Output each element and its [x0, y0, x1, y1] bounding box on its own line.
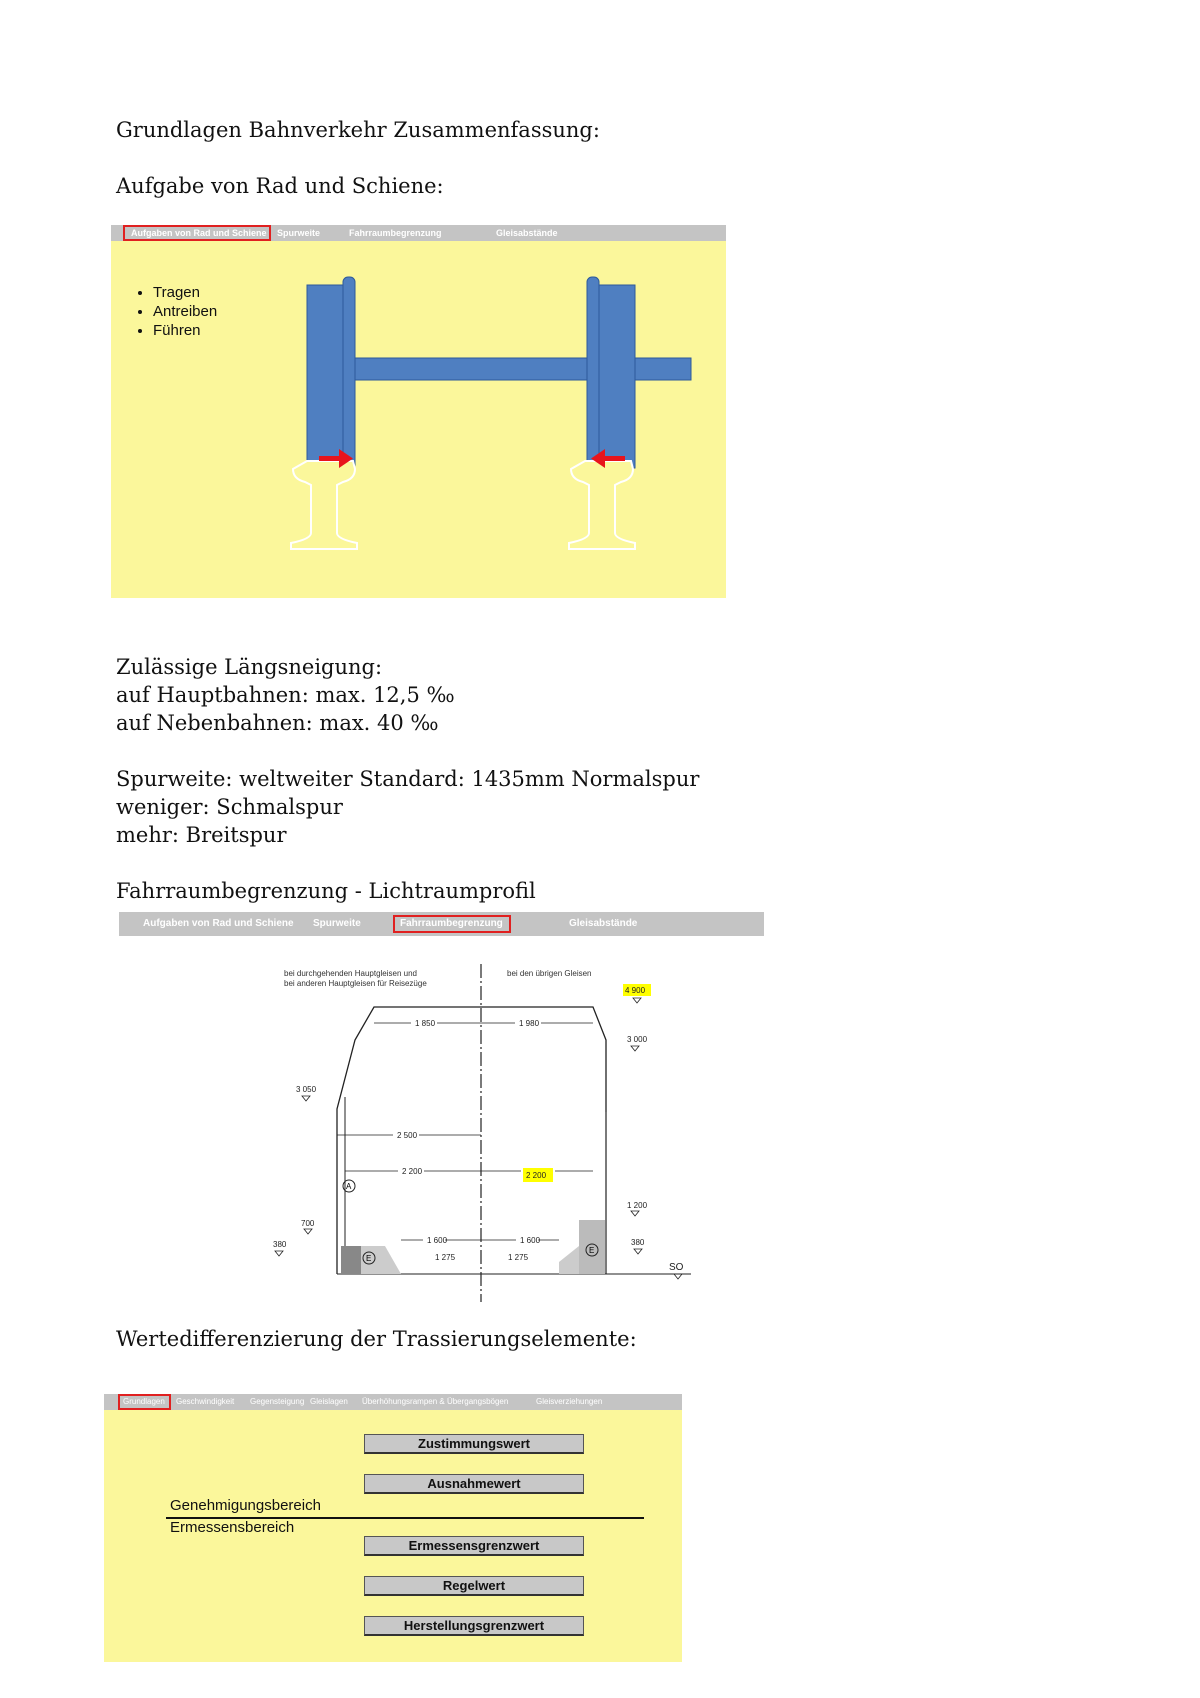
left-rail: [291, 461, 357, 549]
dim-1850: 1 850: [415, 1019, 436, 1028]
box-regelwert: Regelwert: [364, 1576, 584, 1596]
tab-fahrraumbegrenzung[interactable]: Fahrraumbegrenzung: [349, 228, 442, 238]
dim-1200: 1 200: [627, 1201, 648, 1210]
section-heading-rad-schiene: Aufgabe von Rad und Schiene:: [116, 174, 444, 198]
spurweite-standard: Spurweite: weltweiter Standard: 1435mm Normalspur: [116, 767, 700, 791]
dim-3050: 3 050: [296, 1085, 317, 1094]
tab-ueberhoehungsrampen[interactable]: Überhöhungsrampen & Übergangsbögen: [362, 1397, 509, 1406]
axle: [351, 358, 691, 380]
dim-1980: 1 980: [519, 1019, 540, 1028]
dim-2500: 2 500: [397, 1131, 418, 1140]
box-ermessensgrenzwert: Ermessensgrenzwert: [364, 1536, 584, 1556]
left-platform-block: [341, 1246, 361, 1274]
dim-3000: 3 000: [627, 1035, 648, 1044]
bullet-fuehren: • Führen: [153, 321, 217, 340]
box-herstellungsgrenzwert: Herstellungsgrenzwert: [364, 1616, 584, 1636]
dim-4900: 4 900: [625, 986, 646, 995]
tab-spurweite[interactable]: Spurweite: [313, 918, 361, 929]
svg-text:E: E: [589, 1246, 595, 1255]
slide-rad-und-schiene: [111, 225, 726, 598]
svg-text:E: E: [366, 1254, 372, 1263]
dim-1600-left: 1 600: [427, 1236, 448, 1245]
tab-aufgaben-rad-schiene[interactable]: Aufgaben von Rad und Schiene: [143, 918, 294, 929]
slide-lichtraumprofil: [119, 912, 764, 1304]
box-ausnahmewert: Ausnahmewert: [364, 1474, 584, 1494]
bullet-antreiben: • Antreiben: [153, 302, 217, 321]
label-ermessensbereich: Ermessensbereich: [170, 1519, 295, 1536]
tab-aufgaben-rad-schiene[interactable]: Aufgaben von Rad und Schiene: [123, 225, 271, 241]
right-rail: [569, 461, 635, 549]
tab-grundlagen[interactable]: Grundlagen: [118, 1394, 171, 1410]
svg-text:A: A: [346, 1182, 352, 1191]
profile-outline: [337, 1007, 606, 1274]
dim-1600-right: 1 600: [520, 1236, 541, 1245]
dim-700: 700: [301, 1219, 315, 1228]
label-genehmigungsbereich: Genehmigungsbereich: [170, 1497, 321, 1514]
left-wheel-flange: [343, 277, 355, 470]
tab-gleisabstaende[interactable]: Gleisabstände: [496, 228, 558, 238]
dim-1275-right: 1 275: [508, 1253, 529, 1262]
tab-gegensteigung[interactable]: Gegensteigung: [250, 1397, 305, 1406]
right-wheel-flange: [587, 277, 599, 470]
tab-fahrraumbegrenzung[interactable]: Fahrraumbegrenzung: [393, 915, 511, 933]
slide-tab-bar: [104, 1394, 682, 1410]
laengsneigung-hauptbahnen: auf Hauptbahnen: max. 12,5 ‰: [116, 683, 455, 707]
wheelset-illustration: [111, 225, 726, 598]
note-right: bei den übrigen Gleisen: [507, 969, 592, 978]
spurweite-schmalspur: weniger: Schmalspur: [116, 795, 343, 819]
tab-gleislagen[interactable]: Gleislagen: [310, 1397, 348, 1406]
werte-heading: Wertedifferenzierung der Trassierungselemente:: [116, 1327, 637, 1351]
note-left-line2: bei anderen Hauptgleisen für Reisezüge: [284, 979, 427, 988]
tab-spurweite[interactable]: Spurweite: [277, 228, 321, 238]
tab-geschwindigkeit[interactable]: Geschwindigkeit: [176, 1397, 235, 1406]
bullet-tragen: • Tragen: [153, 283, 217, 302]
dim-2200-left: 2 200: [402, 1167, 423, 1176]
dim-380-left: 380: [273, 1240, 287, 1249]
dim-so: SO: [669, 1262, 684, 1273]
dim-2200-right: 2 200: [526, 1171, 547, 1180]
laengsneigung-nebenbahnen: auf Nebenbahnen: max. 40 ‰: [116, 711, 439, 735]
note-left-line1: bei durchgehenden Hauptgleisen und: [284, 969, 417, 978]
box-zustimmungswert: Zustimmungswert: [364, 1434, 584, 1454]
tab-gleisverziehungen[interactable]: Gleisverziehungen: [536, 1397, 603, 1406]
tab-gleisabstaende[interactable]: Gleisabstände: [569, 918, 638, 929]
slide-wertedifferenzierung: [104, 1394, 682, 1662]
dim-1275-left: 1 275: [435, 1253, 456, 1262]
fahrraum-heading: Fahrraumbegrenzung - Lichtraumprofil: [116, 879, 536, 903]
laengsneigung-heading: Zulässige Längsneigung:: [116, 655, 383, 679]
document-title: Grundlagen Bahnverkehr Zusammenfassung:: [116, 118, 600, 142]
right-lower-hatch: [559, 1246, 579, 1274]
dim-380-right: 380: [631, 1238, 645, 1247]
clearance-profile-diagram: [119, 912, 764, 1304]
spurweite-breitspur: mehr: Breitspur: [116, 823, 287, 847]
